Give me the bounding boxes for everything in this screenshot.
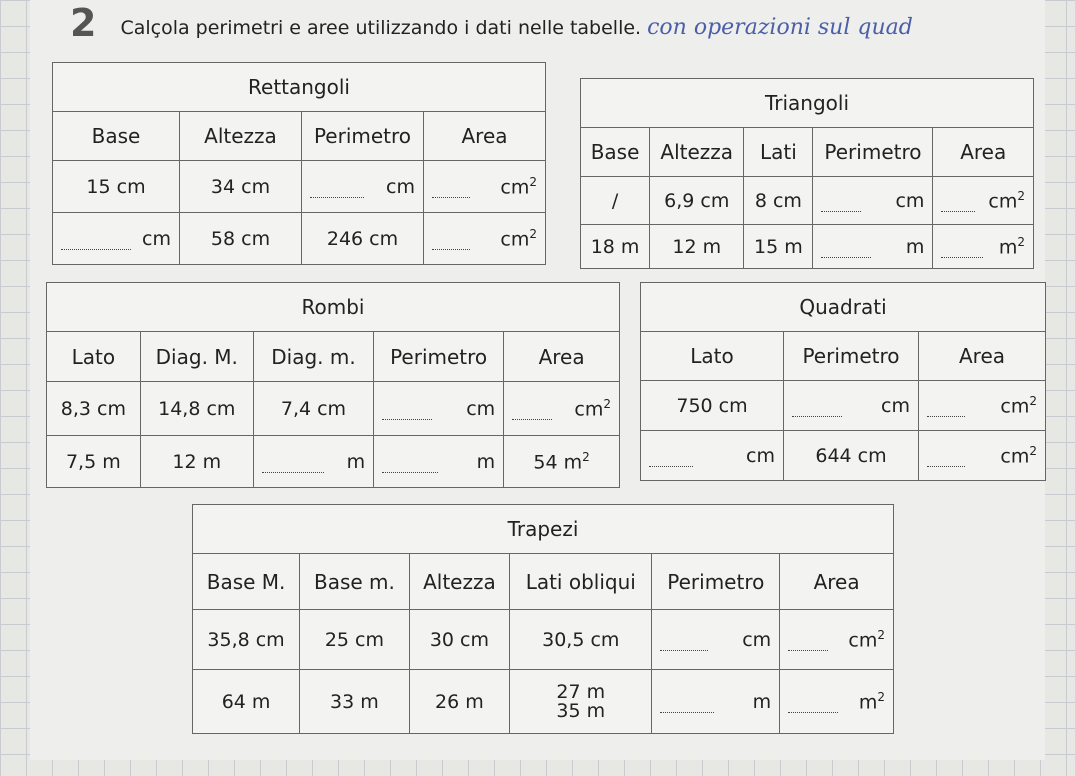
col-base-minore: Base m. <box>300 554 410 610</box>
answer-area[interactable]: $m^2$ <box>933 225 1034 269</box>
cell-altezza: 34 cm <box>180 161 302 213</box>
cell-base: 18 m <box>581 225 650 269</box>
rettangoli-title: Rettangoli <box>53 63 546 112</box>
cell-lati-obliqui: 27 m 35 m <box>510 670 652 734</box>
answer-diag-minore[interactable]: m <box>253 436 373 488</box>
answer-perimetro[interactable]: m <box>374 436 504 488</box>
cell-altezza: 12 m <box>650 225 744 269</box>
cell-lati: 8 cm <box>744 177 813 225</box>
col-perimetro: Perimetro <box>813 128 933 177</box>
col-altezza: Altezza <box>409 554 509 610</box>
answer-perimetro[interactable]: cm <box>813 177 933 225</box>
table-header-row <box>193 554 894 610</box>
col-perimetro: Perimetro <box>652 554 780 610</box>
col-perimetro: Perimetro <box>302 112 424 161</box>
col-area: Area <box>424 112 546 161</box>
answer-perimetro[interactable]: cm <box>302 161 424 213</box>
table-row <box>193 610 894 670</box>
exercise-instruction: Calçola perimetri e aree utilizzando i dati nelle tabelle. <box>120 17 642 39</box>
cell-perimetro: 644 cm <box>784 431 919 481</box>
col-diag-minore: Diag. m. <box>253 332 373 382</box>
col-diag-maggiore: Diag. M. <box>140 332 253 382</box>
col-area: Area <box>933 128 1034 177</box>
col-lati-obliqui: Lati obliqui <box>510 554 652 610</box>
table-header-row <box>53 112 546 161</box>
trapezi-title: Trapezi <box>193 505 894 554</box>
answer-perimetro[interactable]: m <box>652 670 780 734</box>
cell-altezza: 58 cm <box>180 213 302 265</box>
cell-lati: 15 m <box>744 225 813 269</box>
col-altezza: Altezza <box>650 128 744 177</box>
cell-base-maggiore: 35,8 cm <box>193 610 300 670</box>
col-perimetro: Perimetro <box>374 332 504 382</box>
answer-area[interactable]: $cm^2$ <box>780 610 894 670</box>
cell-lato: 8,3 cm <box>47 382 141 436</box>
answer-area[interactable]: $cm^2$ <box>424 161 546 213</box>
col-lato: Lato <box>47 332 141 382</box>
table-row <box>641 381 1046 431</box>
answer-perimetro[interactable]: cm <box>784 381 919 431</box>
cell-base-minore: 25 cm <box>300 610 410 670</box>
col-perimetro: Perimetro <box>784 332 919 381</box>
table-row <box>581 177 1034 225</box>
col-base: Base <box>53 112 180 161</box>
cell-lato: 750 cm <box>641 381 784 431</box>
cell-diag-minore: 7,4 cm <box>253 382 373 436</box>
table-row <box>193 670 894 734</box>
cell-perimetro: 246 cm <box>302 213 424 265</box>
rettangoli-table <box>52 62 546 265</box>
handwritten-note: con operazioni sul quad <box>647 15 913 40</box>
table-header-row <box>581 128 1034 177</box>
cell-base: / <box>581 177 650 225</box>
cell-diag-maggiore: 12 m <box>140 436 253 488</box>
col-base: Base <box>581 128 650 177</box>
quadrati-title: Quadrati <box>641 283 1046 332</box>
col-area: Area <box>780 554 894 610</box>
rombi-title: Rombi <box>47 283 620 332</box>
answer-area[interactable]: $cm^2$ <box>504 382 620 436</box>
exercise-header <box>70 1 913 45</box>
cell-base: 15 cm <box>53 161 180 213</box>
table-row <box>581 225 1034 269</box>
cell-lati-obliqui: 30,5 cm <box>510 610 652 670</box>
col-altezza: Altezza <box>180 112 302 161</box>
exercise-number: 2 <box>70 1 97 45</box>
cell-base-maggiore: 64 m <box>193 670 300 734</box>
cell-base-minore: 33 m <box>300 670 410 734</box>
answer-perimetro[interactable]: cm <box>652 610 780 670</box>
quadrati-table <box>640 282 1046 481</box>
answer-area[interactable]: $cm^2$ <box>424 213 546 265</box>
rombi-table <box>46 282 620 488</box>
table-row <box>641 431 1046 481</box>
table-row <box>53 213 546 265</box>
col-lato: Lato <box>641 332 784 381</box>
cell-altezza: 30 cm <box>409 610 509 670</box>
cell-lato: 7,5 m <box>47 436 141 488</box>
table-row <box>47 382 620 436</box>
answer-base[interactable]: cm <box>53 213 180 265</box>
triangoli-table <box>580 78 1034 269</box>
answer-area[interactable]: $m^2$ <box>780 670 894 734</box>
cell-area: 54 $m^2$ <box>504 436 620 488</box>
col-base-maggiore: Base M. <box>193 554 300 610</box>
col-area: Area <box>504 332 620 382</box>
col-area: Area <box>919 332 1046 381</box>
table-row <box>47 436 620 488</box>
answer-perimetro[interactable]: cm <box>374 382 504 436</box>
answer-area[interactable]: $cm^2$ <box>919 431 1046 481</box>
answer-area[interactable]: $cm^2$ <box>919 381 1046 431</box>
triangoli-title: Triangoli <box>581 79 1034 128</box>
table-header-row <box>47 332 620 382</box>
cell-altezza: 26 m <box>409 670 509 734</box>
table-row <box>53 161 546 213</box>
answer-perimetro[interactable]: m <box>813 225 933 269</box>
table-header-row <box>641 332 1046 381</box>
cell-diag-maggiore: 14,8 cm <box>140 382 253 436</box>
answer-area[interactable]: $cm^2$ <box>933 177 1034 225</box>
answer-lato[interactable]: cm <box>641 431 784 481</box>
cell-altezza: 6,9 cm <box>650 177 744 225</box>
col-lati: Lati <box>744 128 813 177</box>
trapezi-table <box>192 504 894 734</box>
